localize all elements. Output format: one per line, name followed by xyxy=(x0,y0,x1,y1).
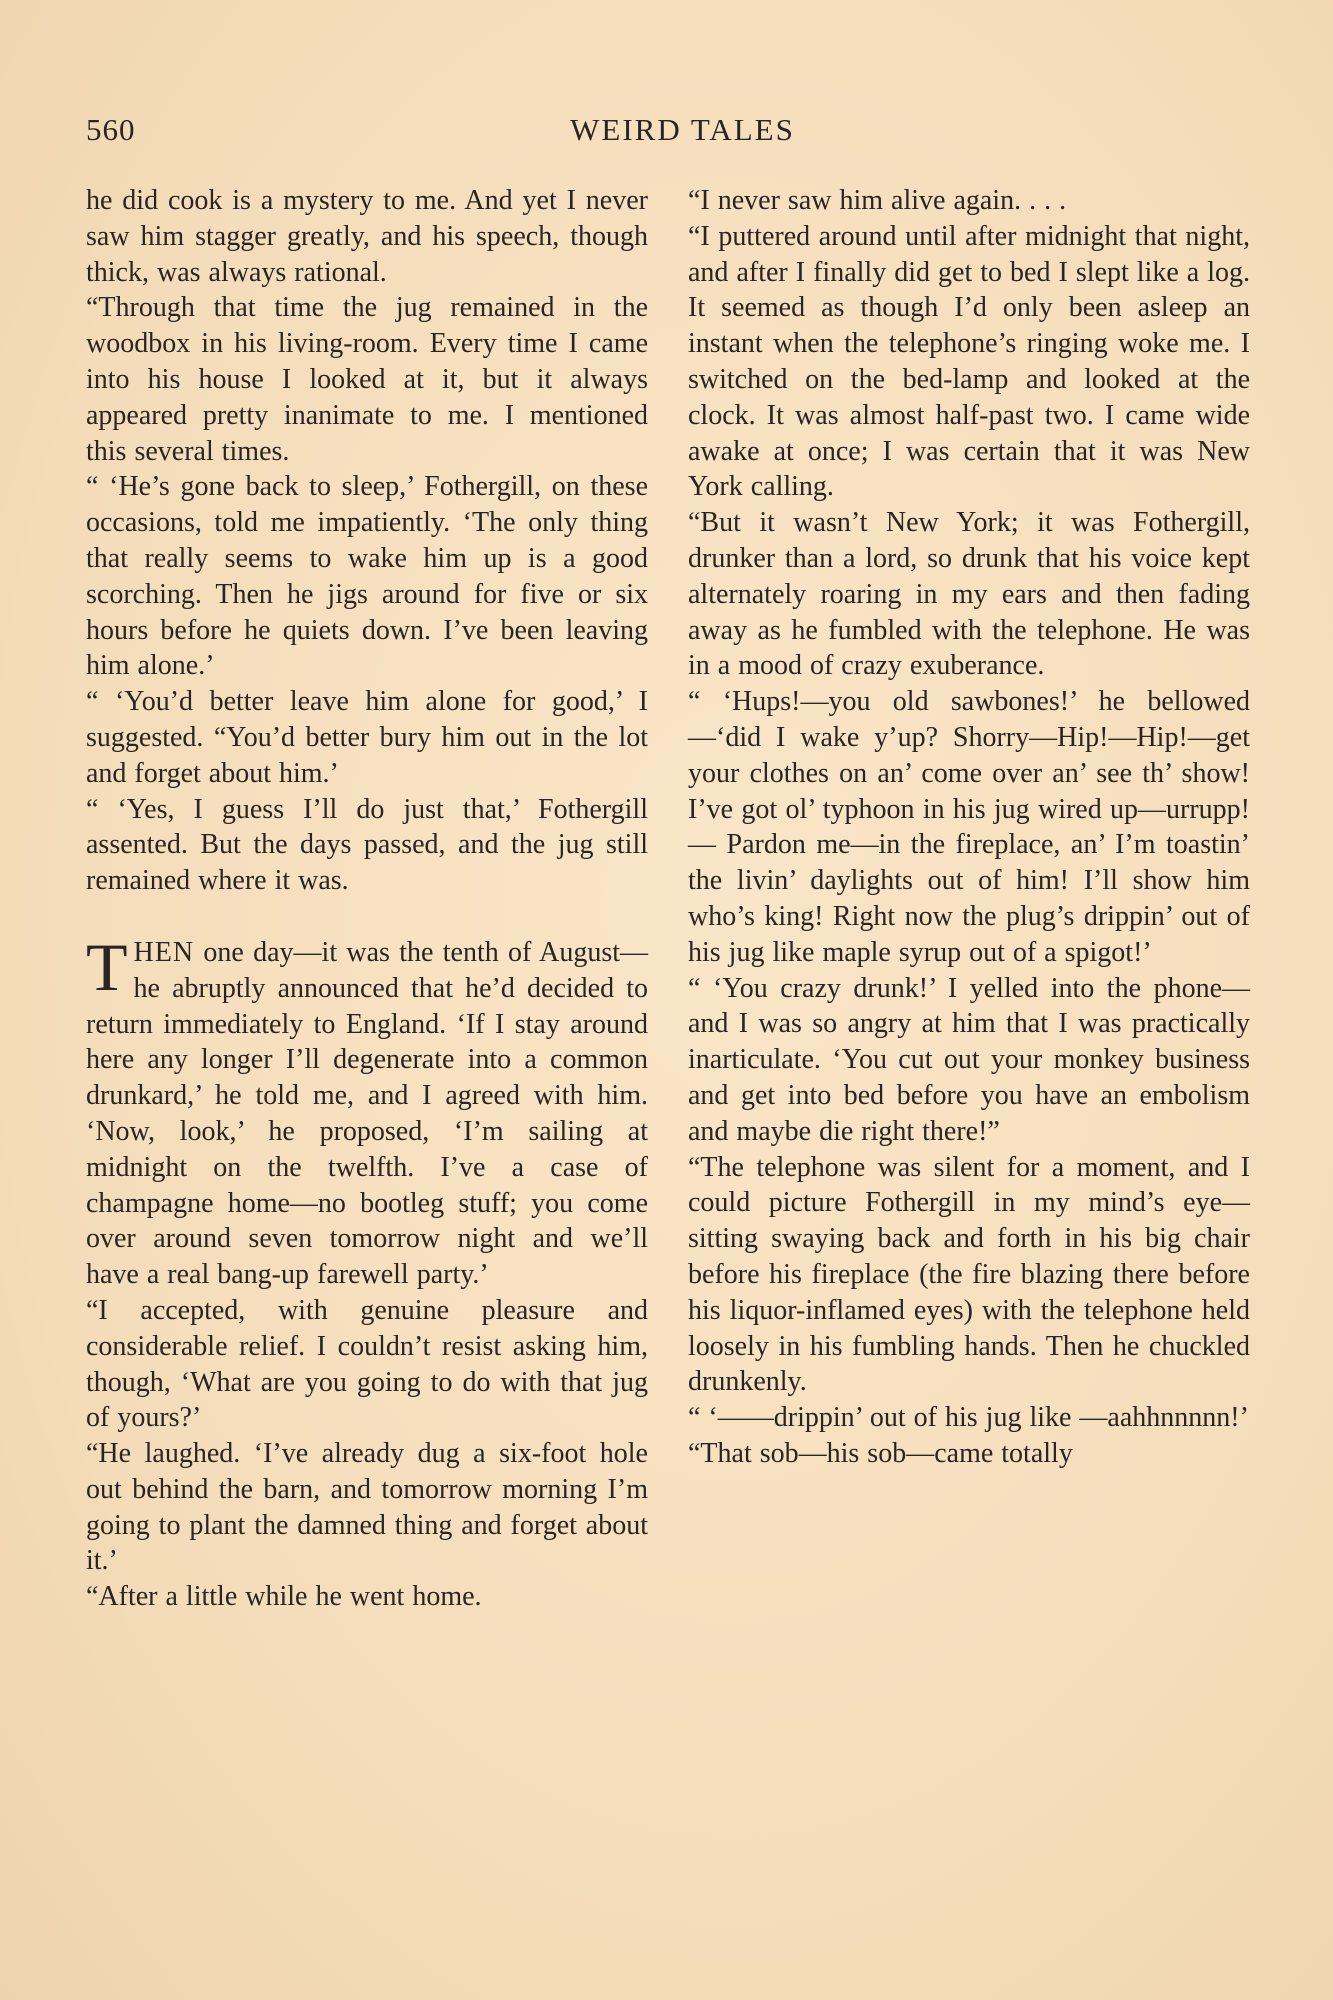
paragraph: “He laughed. ‘I’ve already dug a six-foot hole out behind the barn, and tomorrow morning I’m going to plant the damned thing and forget about it.’ xyxy=(86,1438,648,1577)
page-header xyxy=(86,112,1249,158)
section-break xyxy=(86,899,648,935)
section-opening-paragraph xyxy=(86,928,648,1293)
paragraph: “The telephone was silent for a moment, and I could picture Fothergill in my mind’s eye—sitting swaying back and forth in his big chair before his fireplace (the fire blazing there before his liquor-inflamed eyes) with the telephone held loosely in his fumbling hands. Then he chuckled drunkenly. xyxy=(688,1151,1250,1398)
page-number: 560 xyxy=(86,112,136,147)
drop-cap: T xyxy=(86,928,128,1005)
paragraph: “ ‘Hups!—you old sawbones!’ he bellowed—‘did I wake y’up? Shorry—Hip!—Hip!—get your clothes on an’ come over an’ see th’ show! I’ve got ol’ typhoon in his jug wired up—urrupp!— Pardon me—in the fireplace, an’ I’m toastin’ the livin’ daylights out of him! I’ll show him who’s king! Right now the plug’s drippin’ out of his jug like maple syrup out of a spigot!’ xyxy=(688,686,1250,968)
paragraph: “I never saw him alive again. . . . xyxy=(688,185,1067,216)
running-title: WEIRD TALES xyxy=(570,112,795,147)
paragraph: “That sob—his sob—came totally xyxy=(688,1437,1073,1469)
paragraph: “ ‘You’d better leave him alone for good,’ I suggested. “You’d better bury him out in the lot and forget about him.’ xyxy=(86,686,648,789)
paragraph: he did cook is a mystery to me. And yet I never saw him stagger greatly, and his speech, though thick, was always rational. xyxy=(86,185,648,288)
paragraph: “ ‘He’s gone back to sleep,’ Fothergill, on these occasions, told me impatiently. ‘The only thing that really seems to wake him up is a good scorching. Then he jigs around for five or six hours before he quiets down. I’ve been leaving him alone.’ xyxy=(86,471,648,682)
paragraph-text: one day—it was the tenth of August—he abruptly announced that he’d decided to return immediately to England. ‘If I stay around here any longer I’ll degenerate into a common drunkard,’ he told me, and I agreed with him. ‘Now, look,’ he proposed, ‘I’m sailing at midnight on the twelfth. I’ve a case of champagne home—no bootleg stuff; you come over around seven tomorrow night and we’ll have a real bang-up farewell party.’ xyxy=(86,936,648,1291)
paragraph: “ ‘Yes, I guess I’ll do just that,’ Fothergill assented. But the days passed, and the jug still remained where it was. xyxy=(86,793,648,897)
small-caps-lead: HEN xyxy=(133,936,195,968)
paragraph: “After a little while he went home. xyxy=(86,1581,482,1613)
paragraph: “ ‘——drippin’ out of his jug like —aahhnnnnn!’ xyxy=(688,1402,1249,1434)
paragraph: “Through that time the jug remained in the woodbox in his living-room. Every time I came into his house I looked at it, but it always appeared pretty inanimate to me. I mentioned this several times. xyxy=(86,292,648,467)
right-column xyxy=(688,183,1250,1472)
paragraph: “ ‘You crazy drunk!’ I yelled into the phone—and I was so angry at him that I was practically inarticulate. ‘You cut out your monkey business and get into bed before you have an embolism and maybe die right there!” xyxy=(688,972,1250,1147)
paragraph: “But it wasn’t New York; it was Fothergill, drunker than a lord, so drunk that his voice kept alternately roaring in my ears and then fading away as he fumbled with the telephone. He was in a mood of crazy exuberance. xyxy=(688,507,1250,682)
paragraph: “I puttered around until after midnight that night, and after I finally did get to bed I slept like a log. It seemed as though I’d only been asleep an instant when the telephone’s ringing woke me. I switched on the bed-lamp and looked at the clock. It was almost half-past two. I came wide awake at once; I was certain that it was New York calling. xyxy=(688,220,1250,503)
paragraph: “I accepted, with genuine pleasure and considerable relief. I couldn’t resist asking him, though, ‘What are you going to do with that jug of yours?’ xyxy=(86,1294,648,1434)
left-column xyxy=(86,183,648,1615)
